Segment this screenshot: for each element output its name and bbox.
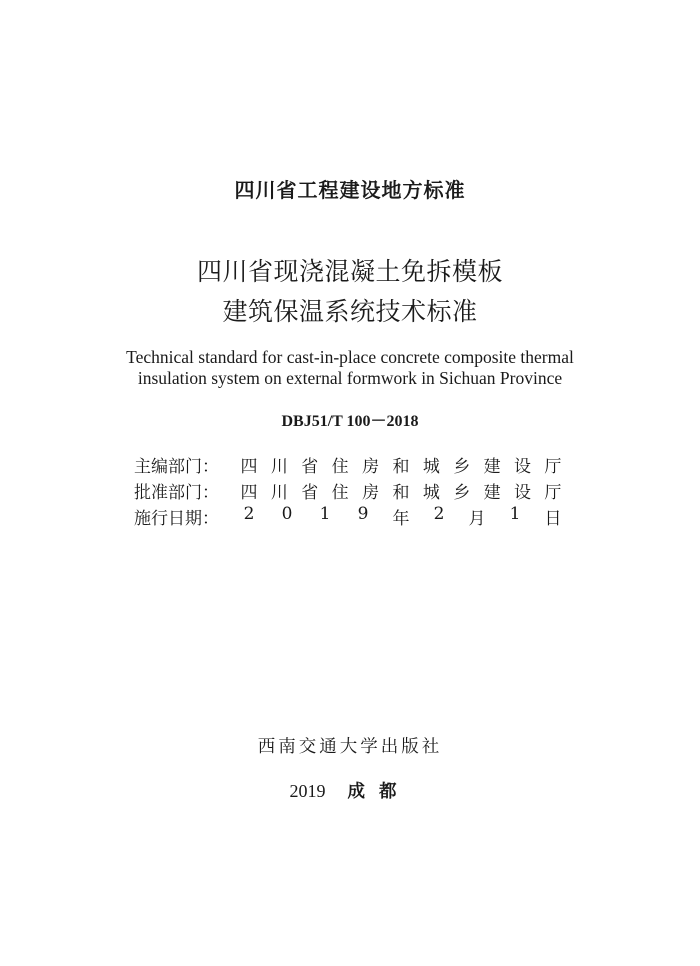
approver-char: 和: [392, 482, 410, 503]
approver-char: 乡: [453, 482, 471, 503]
info-block: [134, 451, 562, 529]
editor-char: 房: [362, 456, 380, 477]
editor-char: 和: [392, 456, 410, 477]
standard-code: DBJ51/T 100－2018: [281, 413, 419, 430]
editor-char: 乡: [453, 456, 471, 477]
editor-label: 主编部门：: [134, 456, 219, 477]
date-label: 施行日期：: [134, 508, 219, 529]
approver-char: 四: [240, 482, 258, 503]
approver-char: 城: [422, 482, 440, 503]
approver-char: 建: [483, 482, 501, 503]
date-char: 年: [392, 508, 410, 529]
approver-char: 省: [301, 482, 319, 503]
date-value: [240, 504, 562, 529]
publisher-name: 西南交通大学出版社: [257, 737, 443, 757]
title-cn-line2: 建筑保温系统技术标准: [222, 297, 478, 326]
approver-row: [134, 477, 562, 503]
approver-char: 川: [270, 482, 288, 503]
editor-char: 四: [240, 456, 258, 477]
editor-char: 设: [514, 456, 532, 477]
editor-char: 建: [483, 456, 501, 477]
editor-char: 厅: [544, 456, 562, 477]
publication-year: 2019: [289, 781, 326, 801]
title-en-line1: Technical standard for cast-in-place concrete composite thermal: [126, 347, 574, 367]
editor-char: 住: [331, 456, 349, 477]
title-en-line2: insulation system on external formwork in Sichuan Province: [137, 368, 563, 388]
date-char: 0: [281, 503, 293, 524]
date-char: 9: [357, 503, 369, 524]
approver-char: 厅: [544, 482, 562, 503]
approver-char: 设: [514, 482, 532, 503]
date-char: 2: [433, 503, 445, 524]
editor-row: [134, 451, 562, 477]
editor-char: 城: [422, 456, 440, 477]
series-title: 四川省工程建设地方标准: [234, 178, 466, 202]
editor-char: 省: [301, 456, 319, 477]
approver-value: [240, 478, 562, 503]
date-char: 1: [319, 503, 331, 524]
approver-char: 房: [362, 482, 380, 503]
editor-value: [240, 452, 562, 477]
date-char: 月: [468, 508, 486, 529]
approver-char: 住: [331, 482, 349, 503]
title-cn-line1: 四川省现浇混凝土免拆模板: [196, 257, 503, 286]
date-char: 日: [544, 508, 562, 529]
editor-char: 川: [270, 456, 288, 477]
date-char: 1: [509, 503, 521, 524]
date-row: [134, 503, 562, 529]
publication-city: 成都: [347, 782, 411, 802]
publication-place: [0, 778, 700, 803]
date-char: 2: [243, 503, 255, 524]
approver-label: 批准部门：: [134, 482, 219, 503]
